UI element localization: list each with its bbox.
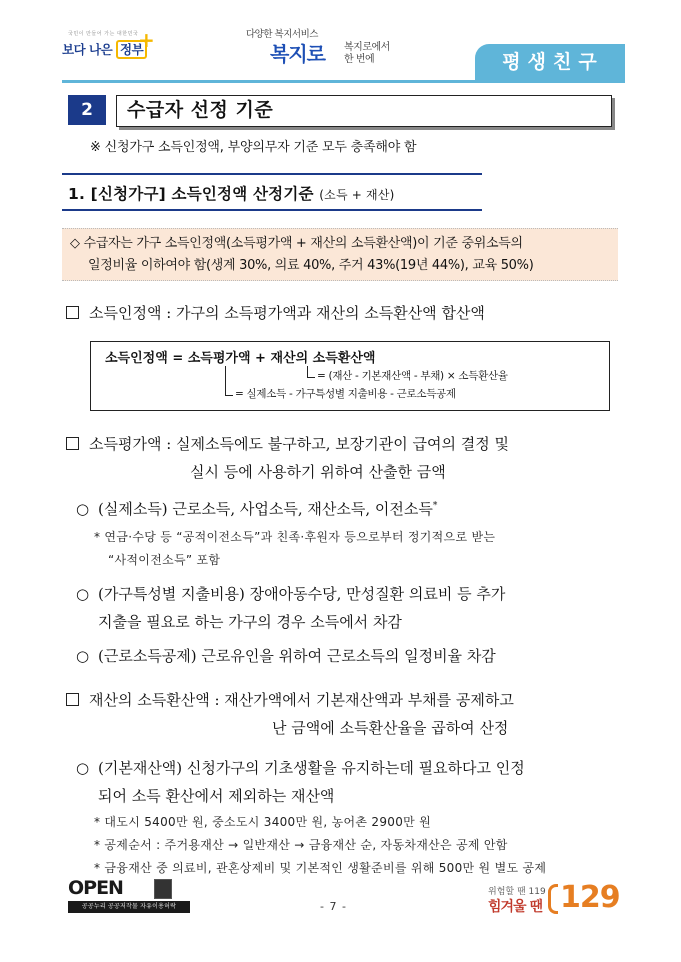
plus-icon: + — [138, 28, 155, 52]
note-financial-asset: * 금융재산 중 의료비, 관혼상제비 및 기본적인 생활준비를 위해 500만 원 별도 공제 — [94, 861, 547, 875]
list-item-basic-asset-2: 되어 소득 환산에서 제외하는 재산액 — [98, 787, 335, 805]
list-item-actual-income: ○ (실제소득) 근로소득, 사업소득, 재산소득, 이전소득* — [76, 500, 438, 518]
note-transfer-income-1: * 연금·수당 등 “공적이전소득”과 친족·후원자 등으로부터 정기적으로 받는 — [94, 530, 496, 544]
section-note: ※ 신청가구 소득인정액, 부양의무자 기준 모두 충족해야 함 — [90, 140, 417, 155]
criteria-line-2: 일정비율 이하여야 함(생계 30%, 의료 40%, 주거 43%(19년 44%), 교육 50%) — [88, 258, 534, 273]
paragraph-income-evaluation-2: 실시 등에 사용하기 위하여 산출한 금액 — [190, 463, 446, 481]
hotline-number: 129 — [560, 880, 620, 915]
paragraph-asset-conversion-2: 난 금액에 소득환산율을 곱하여 산정 — [272, 719, 509, 737]
formula-main: 소득인정액 = 소득평가액 + 재산의 소득환산액 — [105, 351, 376, 366]
open-logo-caption: 공공누리 공공저작물 자유이용허락 — [68, 901, 190, 913]
section-title: 수급자 선정 기준 — [116, 95, 612, 127]
bokjiro-brand: 복지로 — [270, 42, 325, 66]
gov-logo-slogan: 국민이 만들어 가는 대한민국 — [68, 31, 139, 37]
paragraph-income-evaluation-1: 소득평가액 : 실제소득에도 불구하고, 보장기관이 급여의 결정 및 — [66, 433, 509, 454]
list-item-household-expense-1: ○ (가구특성별 지출비용) 장애아동수당, 만성질환 의료비 등 추가 — [76, 585, 506, 603]
list-item-basic-asset-1: ○ (기본재산액) 신청가구의 기초생활을 유지하는데 필요하다고 인정 — [76, 759, 525, 777]
hotline-text: 힘겨울 땐 — [488, 899, 542, 915]
hotline-small-text: 위험할 땐 119 — [488, 887, 546, 897]
checkbox-bullet-icon — [66, 693, 79, 706]
note-basic-asset-amount: * 대도시 5400만 원, 중소도시 3400만 원, 농어촌 2900만 원 — [94, 815, 432, 829]
license-type-icon — [154, 879, 172, 899]
criteria-summary-box — [62, 228, 618, 281]
subsection-rule-bottom — [62, 209, 482, 211]
formula-asset-conversion: = (재산 - 기본재산액 - 부채) × 소득환산율 — [317, 370, 508, 382]
gov-logo-text: 보다 나은 정부 — [62, 40, 147, 58]
checkbox-bullet-icon — [66, 306, 79, 319]
formula-box — [90, 341, 610, 411]
page-number: - 7 - — [320, 900, 347, 913]
criteria-line-1: ◇ 수급자는 가구 소득인정액(소득평가액 + 재산의 소득환산액)이 기준 중위소득의 — [70, 236, 523, 251]
paragraph-asset-conversion-1: 재산의 소득환산액 : 재산가액에서 기본재산액과 부채를 공제하고 — [66, 689, 514, 710]
kogl-open-logo — [68, 877, 190, 915]
subsection-title: 1. [신청가구] 소득인정액 산정기준 (소득 + 재산) — [68, 185, 395, 203]
subsection-rule-top — [62, 173, 482, 175]
bokjiro-tagline: 복지로에서 한 번에 — [344, 42, 390, 65]
section-number: 2 — [68, 95, 106, 125]
list-item-earned-income-deduction: ○ (근로소득공제) 근로유인을 위하여 근로소득의 일정비율 차감 — [76, 647, 496, 665]
hotline-logo — [488, 878, 618, 918]
gov-logo — [62, 30, 154, 72]
formula-branch-line — [225, 366, 233, 396]
formula-branch-line — [307, 366, 315, 378]
header-divider — [62, 80, 625, 83]
bokjiro-logo — [240, 26, 400, 72]
open-logo-text: OPEN — [68, 877, 123, 899]
header-tab: 평생친구 — [475, 44, 625, 80]
note-transfer-income-2: “사적이전소득” 포함 — [108, 553, 221, 567]
bokjiro-slogan: 다양한 복지서비스 — [246, 29, 318, 40]
note-deduction-order: * 공제순서 : 주거용재산 → 일반재산 → 금융재산 순, 자동차재산은 공제 안함 — [94, 838, 508, 852]
formula-income-evaluation: = 실제소득 - 가구특성별 지출비용 - 근로소득공제 — [235, 388, 456, 400]
list-item-household-expense-2: 지출을 필요로 하는 가구의 경우 소득에서 차감 — [98, 613, 402, 631]
paragraph-income-recognition: 소득인정액 : 가구의 소득평가액과 재산의 소득환산액 합산액 — [66, 302, 485, 323]
phone-icon — [548, 884, 558, 914]
checkbox-bullet-icon — [66, 437, 79, 450]
